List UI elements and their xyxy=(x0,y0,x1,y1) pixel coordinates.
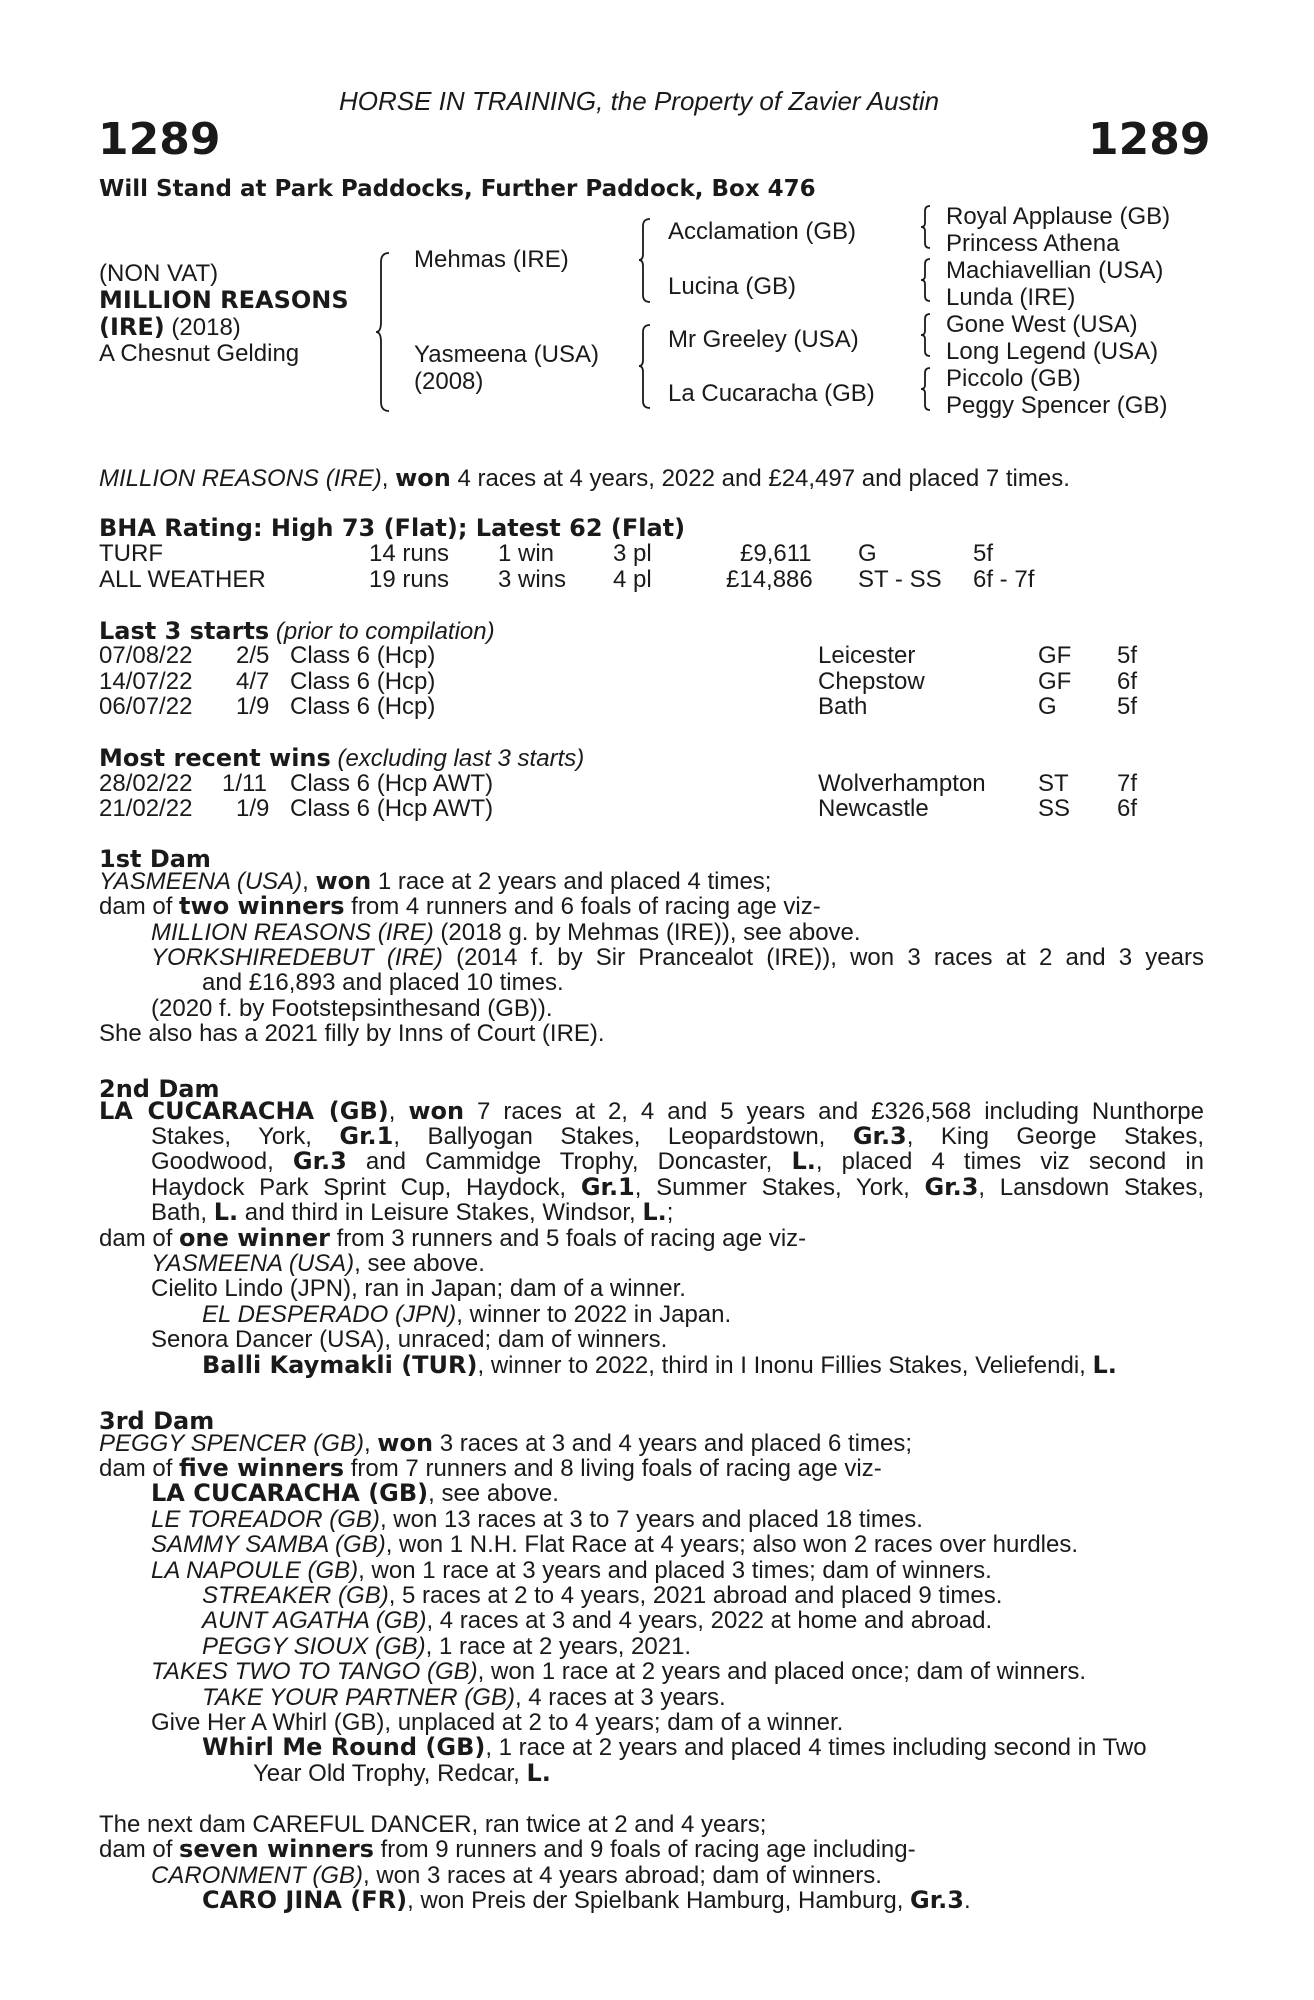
dam-record: PEGGY SPENCER (GB), won 3 races at 3 and 4 years and placed 6 times; xyxy=(99,1429,912,1457)
race-class: Class 6 (Hcp AWT) xyxy=(290,795,494,822)
produce-entry: AUNT AGATHA (GB), 4 races at 3 and 4 years, 2022 at home and abroad. xyxy=(202,1607,993,1634)
section-heading: 3rd Dam xyxy=(99,1407,215,1435)
race-distance: 5f xyxy=(1117,693,1138,720)
vat-status: (NON VAT) xyxy=(99,260,219,287)
ratings-surface: TURF xyxy=(99,540,163,567)
dam-record: LA CUCARACHA (GB), won 7 races at 2, 4 and 5 years and £326,568 including Nunthorpe xyxy=(99,1097,1204,1125)
race-class: Class 6 (Hcp) xyxy=(290,642,436,669)
race-course: Bath xyxy=(818,693,868,720)
pedigree-g3-2: Princess Athena xyxy=(946,230,1120,257)
pedigree-g3-6: Long Legend (USA) xyxy=(946,338,1159,365)
dam-produce-summary: dam of one winner from 3 runners and 5 foals of racing age viz- xyxy=(99,1224,807,1252)
ratings-placed: 4 pl xyxy=(613,566,652,593)
ratings-runs: 19 runs xyxy=(369,566,450,593)
bha-rating: BHA Rating: High 73 (Flat); Latest 62 (Flat) xyxy=(99,514,686,542)
pedigree-brace-g3-2 xyxy=(920,258,932,302)
produce-entry: LA NAPOULE (GB), won 1 race at 3 years and placed 3 times; dam of winners. xyxy=(151,1557,992,1584)
horse-description: A Chesnut Gelding xyxy=(99,340,300,367)
section-heading: 2nd Dam xyxy=(99,1075,220,1103)
horse-name: MILLION REASONS xyxy=(99,286,349,314)
produce-entry: EL DESPERADO (JPN), winner to 2022 in Japan. xyxy=(202,1301,732,1328)
race-going: G xyxy=(1038,693,1057,720)
stand-location: Will Stand at Park Paddocks, Further Paddock, Box 476 xyxy=(99,176,816,202)
dam-record: YASMEENA (USA), won 1 race at 2 years and placed 4 times; xyxy=(99,867,772,895)
race-position: 1/9 xyxy=(236,693,270,720)
lot-number-left: 1289 xyxy=(98,114,221,165)
catalogue-title: HORSE IN TRAINING, the Property of Zavier Austin xyxy=(339,86,940,116)
produce-note: She also has a 2021 filly by Inns of Court (IRE). xyxy=(99,1020,605,1047)
produce-entry: TAKE YOUR PARTNER (GB), 4 races at 3 years. xyxy=(202,1684,726,1711)
produce-entry: Whirl Me Round (GB), 1 race at 2 years and placed 4 times including second in Two xyxy=(202,1733,1147,1761)
pedigree-g3-3: Machiavellian (USA) xyxy=(946,257,1164,284)
race-going: GF xyxy=(1038,642,1072,669)
pedigree-sire: Mehmas (IRE) xyxy=(414,246,569,273)
pedigree-brace-gen1 xyxy=(375,252,391,412)
race-date: 07/08/22 xyxy=(99,642,193,669)
ratings-going: ST - SS xyxy=(858,566,942,593)
race-position: 1/9 xyxy=(236,795,270,822)
produce-entry-continued: and £16,893 and placed 10 times. xyxy=(202,969,564,996)
horse-origin-year: (IRE) (2018) xyxy=(99,313,241,341)
race-course: Wolverhampton xyxy=(818,770,986,797)
produce-entry: YORKSHIREDEBUT (IRE) (2014 f. by Sir Prancealot (IRE)), won 3 races at 2 and 3 years xyxy=(151,944,1204,971)
race-course: Chepstow xyxy=(818,668,925,695)
produce-entry: CARO JINA (FR), won Preis der Spielbank Hamburg, Hamburg, Gr.3. xyxy=(202,1886,971,1914)
race-date: 14/07/22 xyxy=(99,668,193,695)
produce-entry: Give Her A Whirl (GB), unplaced at 2 to 4 years; dam of a winner. xyxy=(151,1709,844,1736)
pedigree-dam: Yasmeena (USA) xyxy=(414,341,599,368)
produce-entry: YASMEENA (USA), see above. xyxy=(151,1250,485,1277)
produce-entry: PEGGY SIOUX (GB), 1 race at 2 years, 2021. xyxy=(202,1633,692,1660)
ratings-wins: 3 wins xyxy=(498,566,567,593)
last-3-starts-heading: Last 3 starts (prior to compilation) xyxy=(99,617,495,645)
produce-entry: Senora Dancer (USA), unraced; dam of winners. xyxy=(151,1326,668,1353)
ratings-surface: ALL WEATHER xyxy=(99,566,266,593)
dam-record-continued: Haydock Park Sprint Cup, Haydock, Gr.1, Summer Stakes, York, Gr.3, Lansdown Stakes, xyxy=(151,1173,1204,1201)
pedigree-dam-dam: La Cucaracha (GB) xyxy=(668,380,875,407)
section-heading: 1st Dam xyxy=(99,845,211,873)
dam-produce-summary: dam of two winners from 4 runners and 6 foals of racing age viz- xyxy=(99,892,821,920)
race-distance: 5f xyxy=(1117,642,1138,669)
ratings-going: G xyxy=(858,540,877,567)
pedigree-g3-4: Lunda (IRE) xyxy=(946,284,1076,311)
dam-produce-summary: dam of five winners from 7 runners and 8 living foals of racing age viz- xyxy=(99,1454,882,1482)
produce-entry: LE TOREADOR (GB), won 13 races at 3 to 7 years and placed 18 times. xyxy=(151,1506,923,1533)
race-class: Class 6 (Hcp AWT) xyxy=(290,770,494,797)
pedigree-dam-sire: Mr Greeley (USA) xyxy=(668,326,859,353)
race-distance: 6f xyxy=(1117,795,1138,822)
ratings-distance: 6f - 7f xyxy=(973,566,1035,593)
ratings-runs: 14 runs xyxy=(369,540,450,567)
pedigree-brace-g3-3 xyxy=(920,313,932,357)
produce-entry: Balli Kaymakli (TUR), winner to 2022, third in I Inonu Fillies Stakes, Veliefendi, L. xyxy=(202,1351,1117,1379)
pedigree-brace-dam xyxy=(638,324,652,409)
produce-entry: Cielito Lindo (JPN), ran in Japan; dam of a winner. xyxy=(151,1275,686,1302)
pedigree-brace-g3-4 xyxy=(920,367,932,411)
race-class: Class 6 (Hcp) xyxy=(290,668,436,695)
produce-entry-continued: Year Old Trophy, Redcar, L. xyxy=(253,1759,551,1787)
race-going: ST xyxy=(1038,770,1069,797)
race-summary: MILLION REASONS (IRE), won 4 races at 4 years, 2022 and £24,497 and placed 7 times. xyxy=(99,464,1070,492)
pedigree-sire-dam: Lucina (GB) xyxy=(668,273,797,300)
race-distance: 6f xyxy=(1117,668,1138,695)
race-date: 21/02/22 xyxy=(99,795,193,822)
dam-record-continued: Bath, L. and third in Leisure Stakes, Windsor, L.; xyxy=(151,1198,674,1226)
produce-entry: STREAKER (GB), 5 races at 2 to 4 years, 2021 abroad and placed 9 times. xyxy=(202,1582,1003,1609)
recent-wins-heading: Most recent wins (excluding last 3 starts) xyxy=(99,744,585,772)
dam-record: The next dam CAREFUL DANCER, ran twice at 2 and 4 years; xyxy=(99,1811,767,1838)
pedigree-dam-year: (2008) xyxy=(414,368,484,395)
lot-number-right: 1289 xyxy=(1088,114,1211,165)
produce-entry: TAKES TWO TO TANGO (GB), won 1 race at 2 years and placed once; dam of winners. xyxy=(151,1658,1087,1685)
race-going: GF xyxy=(1038,668,1072,695)
pedigree-brace-g3-1 xyxy=(920,205,932,249)
race-position: 1/11 xyxy=(222,770,267,797)
dam-record-continued: Goodwood, Gr.3 and Cammidge Trophy, Doncaster, L., placed 4 times viz second in xyxy=(151,1147,1205,1175)
race-going: SS xyxy=(1038,795,1071,822)
produce-entry: LA CUCARACHA (GB), see above. xyxy=(151,1479,559,1507)
produce-entry: (2020 f. by Footstepsinthesand (GB)). xyxy=(151,995,553,1022)
ratings-placed: 3 pl xyxy=(613,540,652,567)
produce-entry: CARONMENT (GB), won 3 races at 4 years abroad; dam of winners. xyxy=(151,1862,882,1889)
race-course: Leicester xyxy=(818,642,916,669)
ratings-wins: 1 win xyxy=(498,540,555,567)
race-class: Class 6 (Hcp) xyxy=(290,693,436,720)
pedigree-sire-sire: Acclamation (GB) xyxy=(668,218,857,245)
race-course: Newcastle xyxy=(818,795,929,822)
produce-entry: SAMMY SAMBA (GB), won 1 N.H. Flat Race at 4 years; also won 2 races over hurdles. xyxy=(151,1531,1079,1558)
produce-entry: MILLION REASONS (IRE) (2018 g. by Mehmas (IRE)), see above. xyxy=(151,919,861,946)
dam-produce-summary: dam of seven winners from 9 runners and 9 foals of racing age including- xyxy=(99,1835,916,1863)
pedigree-g3-8: Peggy Spencer (GB) xyxy=(946,392,1168,419)
ratings-money: £9,611 xyxy=(740,540,812,567)
dam-record-continued: Stakes, York, Gr.1, Ballyogan Stakes, Leopardstown, Gr.3, King George Stakes, xyxy=(151,1122,1205,1150)
pedigree-g3-1: Royal Applause (GB) xyxy=(946,203,1171,230)
ratings-money: £14,886 xyxy=(726,566,813,593)
race-date: 28/02/22 xyxy=(99,770,193,797)
race-position: 4/7 xyxy=(236,668,270,695)
race-distance: 7f xyxy=(1117,770,1138,797)
race-date: 06/07/22 xyxy=(99,693,193,720)
ratings-distance: 5f xyxy=(973,540,994,567)
race-position: 2/5 xyxy=(236,642,270,669)
pedigree-g3-7: Piccolo (GB) xyxy=(946,365,1081,392)
pedigree-brace-sire xyxy=(638,218,652,303)
pedigree-g3-5: Gone West (USA) xyxy=(946,311,1138,338)
